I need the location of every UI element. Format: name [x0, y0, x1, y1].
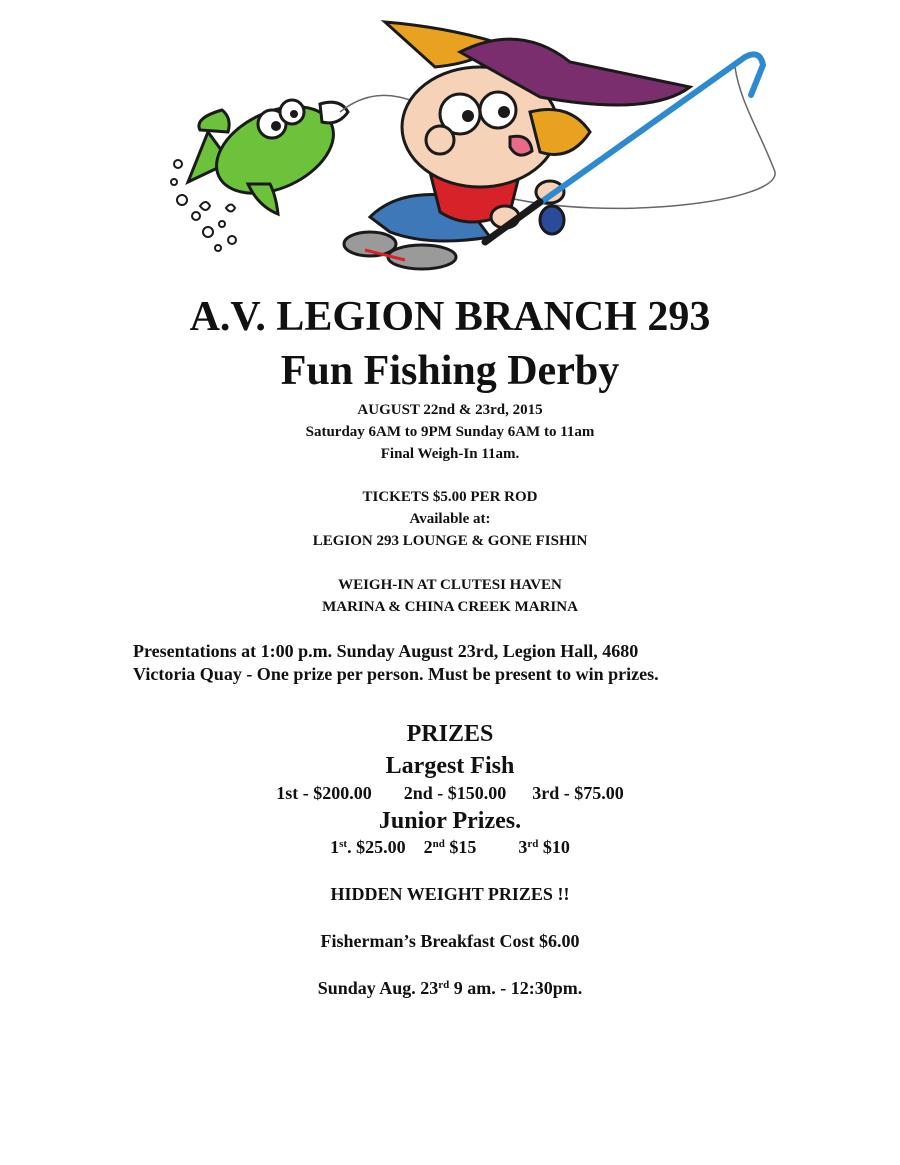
- prize-first: 1st - $200.00: [276, 783, 372, 803]
- breakfast-time: Sunday Aug. 23rd 9 am. - 12:30pm.: [317, 978, 583, 998]
- fish-icon: [188, 89, 348, 214]
- presentations-info: [133, 640, 659, 686]
- weigh-in-info: [0, 574, 900, 618]
- event-subtitle: Fun Fishing Derby: [280, 348, 620, 394]
- ticket-price: TICKETS $5.00 PER ROD: [362, 489, 538, 505]
- junior-prizes: [0, 835, 900, 859]
- presentations-line-1: Presentations at 1:00 p.m. Sunday August 23rd, Legion Hall, 4680: [133, 641, 639, 661]
- junior-prize-third: 3rd $10: [518, 837, 570, 857]
- final-weigh-in: Final Weigh-In 11am.: [380, 446, 520, 462]
- junior-prize-first: 1st. $25.00: [330, 837, 406, 857]
- largest-fish-heading: Largest Fish: [385, 753, 515, 779]
- event-title: A.V. LEGION BRANCH 293: [189, 294, 711, 340]
- weigh-in-line-2: MARINA & CHINA CREEK MARINA: [322, 599, 578, 615]
- prizes-heading: PRIZES: [406, 721, 494, 747]
- hidden-weight-prizes: HIDDEN WEIGHT PRIZES !!: [330, 884, 570, 904]
- junior-prizes-heading: Junior Prizes.: [378, 808, 522, 834]
- date-info: [0, 399, 900, 465]
- boy-figure: [344, 22, 690, 269]
- ticket-info: [0, 486, 900, 552]
- largest-fish-prizes: [0, 781, 900, 805]
- fishing-boy-illustration: [160, 12, 790, 277]
- breakfast-cost: Fisherman’s Breakfast Cost $6.00: [320, 931, 580, 951]
- prize-second: 2nd - $150.00: [403, 783, 507, 803]
- ticket-locations: LEGION 293 LOUNGE & GONE FISHIN: [312, 533, 588, 549]
- junior-prize-second: 2nd $15: [423, 837, 477, 857]
- weigh-in-line-1: WEIGH-IN AT CLUTESI HAVEN: [338, 577, 562, 593]
- presentations-line-2: Victoria Quay - One prize per person. Must be present to win prizes.: [133, 664, 659, 684]
- event-dates: AUGUST 22nd & 23rd, 2015: [357, 402, 543, 418]
- prize-third: 3rd - $75.00: [532, 783, 624, 803]
- available-at-label: Available at:: [409, 511, 491, 527]
- event-hours: Saturday 6AM to 9PM Sunday 6AM to 11am: [305, 424, 595, 440]
